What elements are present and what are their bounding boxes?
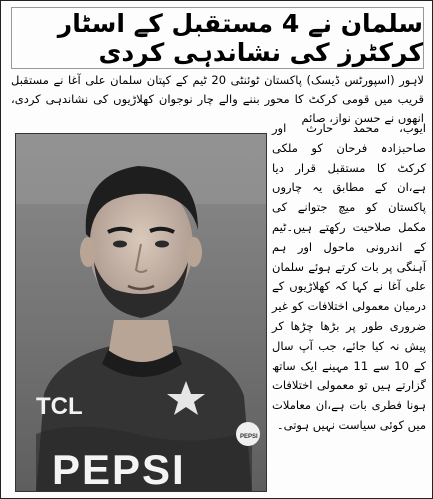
headline: سلمان نے 4 مستقبل کے اسٹار کرکٹرز کی نشاندہی کردی bbox=[11, 7, 424, 69]
right-eye bbox=[155, 241, 169, 248]
body-column bbox=[272, 119, 426, 436]
body-text: ایوب، محمد حارث اور صاحبزادہ فرحان کو ملکی کرکٹ کا مستقبل قرار دیا ہے،ان کے مطابق یہ چاروں پاکستان کو میچ جتوانے کی مکمل صلاحیت رکھتے ہیں۔ٹیم کے اندرونی ماحول اور ہم آہنگی پر بات کرتے ہوئے سلمان علی آغا نے کہا کہ کھلاڑیوں کے درمیان معمولی اختلافات کو غیر ضروری طور پر بڑھا چڑھا کر پیش نہ کیا جائے، جب آپ سال کے 10 سے 11 مہینے ایک ساتھ گزارتے ہیں تو معمولی اختلافات ہونا فطری بات ہے،ان معاملات میں کوئی سیاست نہیں ہوتی۔ bbox=[272, 121, 426, 432]
sleeve-logo: PEPSI bbox=[240, 434, 258, 440]
left-eye bbox=[113, 241, 127, 248]
jersey-sponsor: PEPSI bbox=[52, 446, 186, 492]
chest-logo: TCL bbox=[36, 393, 83, 420]
left-ear bbox=[80, 237, 96, 267]
lead-paragraph: لاہور (اسپورٹس ڈیسک) پاکستان ٹوئنٹی 20 ٹیم کے کپتان سلمان علی آغا نے مستقبل قریب میں قومی کرکٹ کا محور بننے والے چار نوجوان کھلاڑیوں کی نشاندہی کردی، انھوں نے حسن نواز، صائم bbox=[11, 73, 424, 125]
player-illustration bbox=[16, 134, 267, 492]
player-photo bbox=[15, 133, 267, 492]
right-ear bbox=[186, 237, 202, 267]
